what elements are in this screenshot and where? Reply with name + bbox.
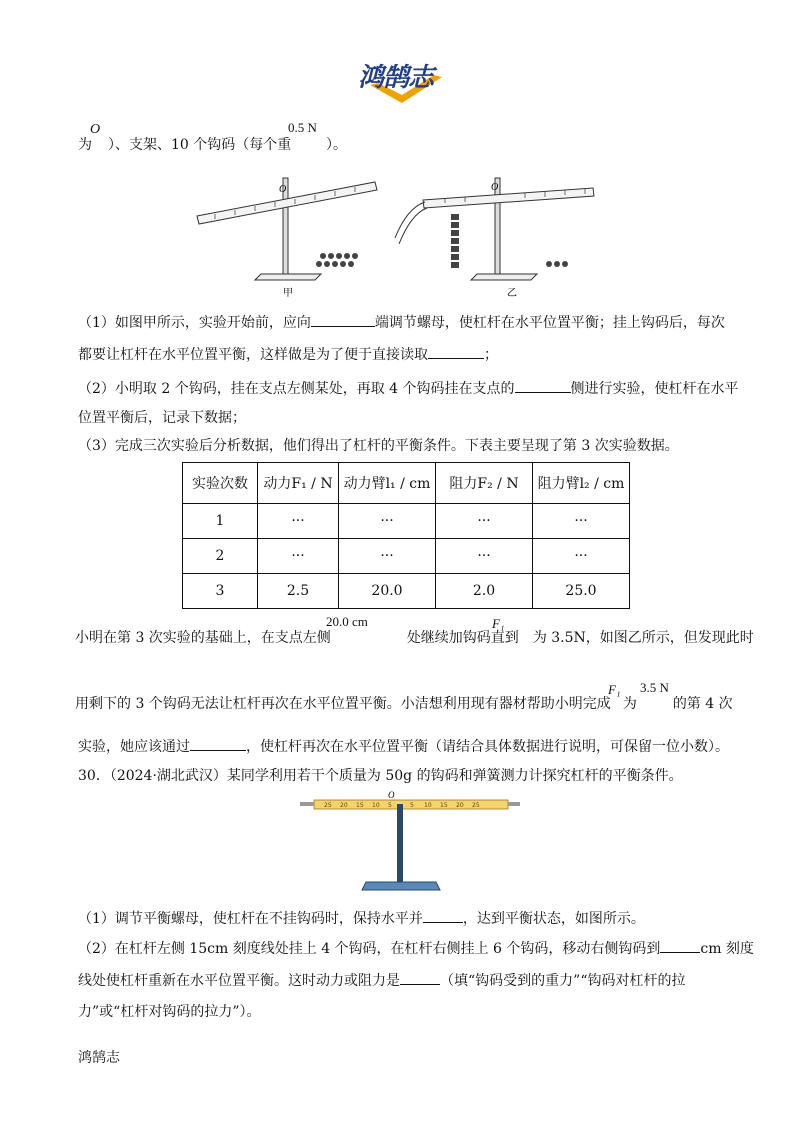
table-header-cell: 阻力臂l₂ / cm xyxy=(533,463,630,504)
table-row xyxy=(183,539,630,574)
table-cell: ··· xyxy=(339,504,436,539)
scale-label: 5 xyxy=(410,802,414,809)
scale-label: 15 xyxy=(356,802,364,809)
logo-text: 鸿鹄志 xyxy=(358,63,434,93)
lever-setup-jia xyxy=(197,178,377,298)
scale-label: 15 xyxy=(440,802,448,809)
table-cell: 2 xyxy=(183,539,258,574)
pivot-label-jia: O xyxy=(279,184,287,195)
q30-2-line2: 线处使杠杆重新在水平位置平衡。这时动力或阻力是 （填“钩码受到的重力”“钩码对杠杆的拉 xyxy=(78,970,685,991)
figure-lever-30 xyxy=(300,786,520,896)
q1-line2: 都要让杠杆在水平位置平衡，这样做是为了便于直接读取 ； xyxy=(78,344,498,365)
table-cell: 2.5 xyxy=(258,574,339,609)
dist-value: 20.0 cm xyxy=(326,614,368,629)
q2-blank-1[interactable] xyxy=(515,378,571,393)
scale-label: 25 xyxy=(324,802,332,809)
after-line2: 用剩下的 3 个钩码无法让杠杆再次在水平位置平衡。小洁想利用现有器材帮助小明完成 为 的第 4 次 xyxy=(75,696,733,712)
F1b-symbol: F₁ xyxy=(608,682,621,697)
label-yi: 乙 xyxy=(507,288,517,298)
q30-2-blank-1[interactable] xyxy=(660,938,700,953)
table-row xyxy=(183,574,630,609)
q30-line: 30．（2024·湖北武汉）某同学利用若干个质量为 50g 的钩码和弹簧测力计探究杠杆的平衡条件。 xyxy=(78,768,683,784)
pivot-label-30: O xyxy=(388,790,395,800)
table-cell: ··· xyxy=(533,539,630,574)
scale-label: 10 xyxy=(424,802,432,809)
table-cell: ··· xyxy=(436,539,533,574)
table-cell: 25.0 xyxy=(533,574,630,609)
table-cell: ··· xyxy=(533,504,630,539)
scale-label: 25 xyxy=(472,802,480,809)
label-jia: 甲 xyxy=(283,288,293,298)
table-cell: 3 xyxy=(183,574,258,609)
q30-2-line1: （2）在杠杆左侧 15cm 刻度线处挂上 4 个钩码，在杠杆右侧挂上 6 个钩码，移动右侧钩码到 cm 刻度 xyxy=(78,938,754,959)
q30-2-blank-2[interactable] xyxy=(400,970,440,985)
table-header-cell: 动力F₁ / N xyxy=(258,463,339,504)
table-row xyxy=(183,504,630,539)
q2-line2: 位置平衡后，记录下数据； xyxy=(78,410,246,426)
after-blank[interactable] xyxy=(190,736,246,751)
table-header-cell: 阻力F₂ / N xyxy=(436,463,533,504)
table-cell: ··· xyxy=(258,539,339,574)
intro-line: 为 xyxy=(78,137,92,153)
scale-label: 20 xyxy=(456,802,464,809)
table-cell: 20.0 xyxy=(339,574,436,609)
pivot-label-yi: O xyxy=(491,182,499,193)
F1-symbol: F₁ xyxy=(492,616,505,631)
table-header-cell: 实验次数 xyxy=(183,463,258,504)
q30-2-line3: 力”或“杠杆对钩码的拉力”）。 xyxy=(78,1004,261,1020)
q1-blank-2[interactable] xyxy=(428,344,484,359)
lever-setup-yi xyxy=(395,178,594,298)
weights-pile-jia xyxy=(316,253,358,267)
table-cell: ··· xyxy=(436,504,533,539)
q30-1-blank[interactable] xyxy=(423,908,463,923)
table-cell: 2.0 xyxy=(436,574,533,609)
table-cell: ··· xyxy=(339,539,436,574)
weights-chain-yi xyxy=(451,214,459,268)
header-logo xyxy=(350,55,470,105)
weights-pile-yi xyxy=(546,261,568,267)
experiment-table xyxy=(182,462,630,609)
q1-line1: （1）如图甲所示，实验开始前，应向 端调节螺母，使杠杆在水平位置平衡；挂上钩码后，每次 xyxy=(78,312,725,333)
scale-label: 5 xyxy=(388,802,392,809)
table-header-cell: 动力臂l₁ / cm xyxy=(339,463,436,504)
scale-label: 20 xyxy=(340,802,348,809)
q30-1-line: （1）调节平衡螺母，使杠杆在不挂钩码时，保持水平并 ，达到平衡状态，如图所示。 xyxy=(78,908,645,929)
scale-label: 10 xyxy=(372,802,380,809)
q2-line1: （2）小明取 2 个钩码，挂在支点左侧某处，再取 4 个钩码挂在支点的 侧进行实验，使杠杆在水平 xyxy=(78,378,739,399)
intro-suffix: ）。 xyxy=(326,137,347,153)
figure-lever-experiments xyxy=(195,168,615,298)
table-cell: 1 xyxy=(183,504,258,539)
table-cell: ··· xyxy=(258,504,339,539)
q3-line1: （3）完成三次实验后分析数据，他们得出了杠杆的平衡条件。下表主要呈现了第 3 次实验数据。 xyxy=(78,438,679,454)
intro-middle: ）、支架、10 个钩码（每个重 xyxy=(108,137,292,153)
table-header-row xyxy=(183,463,630,504)
q1-blank-1[interactable] xyxy=(311,312,375,327)
intro-O: O xyxy=(90,122,101,137)
after-line3: 实验，她应该通过 ，使杠杆再次在水平位置平衡（请结合具体数据进行说明，可保留一位小数）。 xyxy=(78,736,729,757)
footer-text: 鸿鹄志 xyxy=(78,1050,120,1066)
intro-weight: 0.5 N xyxy=(288,120,317,135)
after-line1: 小明在第 3 次实验的基础上，在支点左侧 处继续加钩码直到 为 3.5N，如图乙所示，但发现此时 xyxy=(75,630,754,646)
val-value: 3.5 N xyxy=(640,680,669,695)
